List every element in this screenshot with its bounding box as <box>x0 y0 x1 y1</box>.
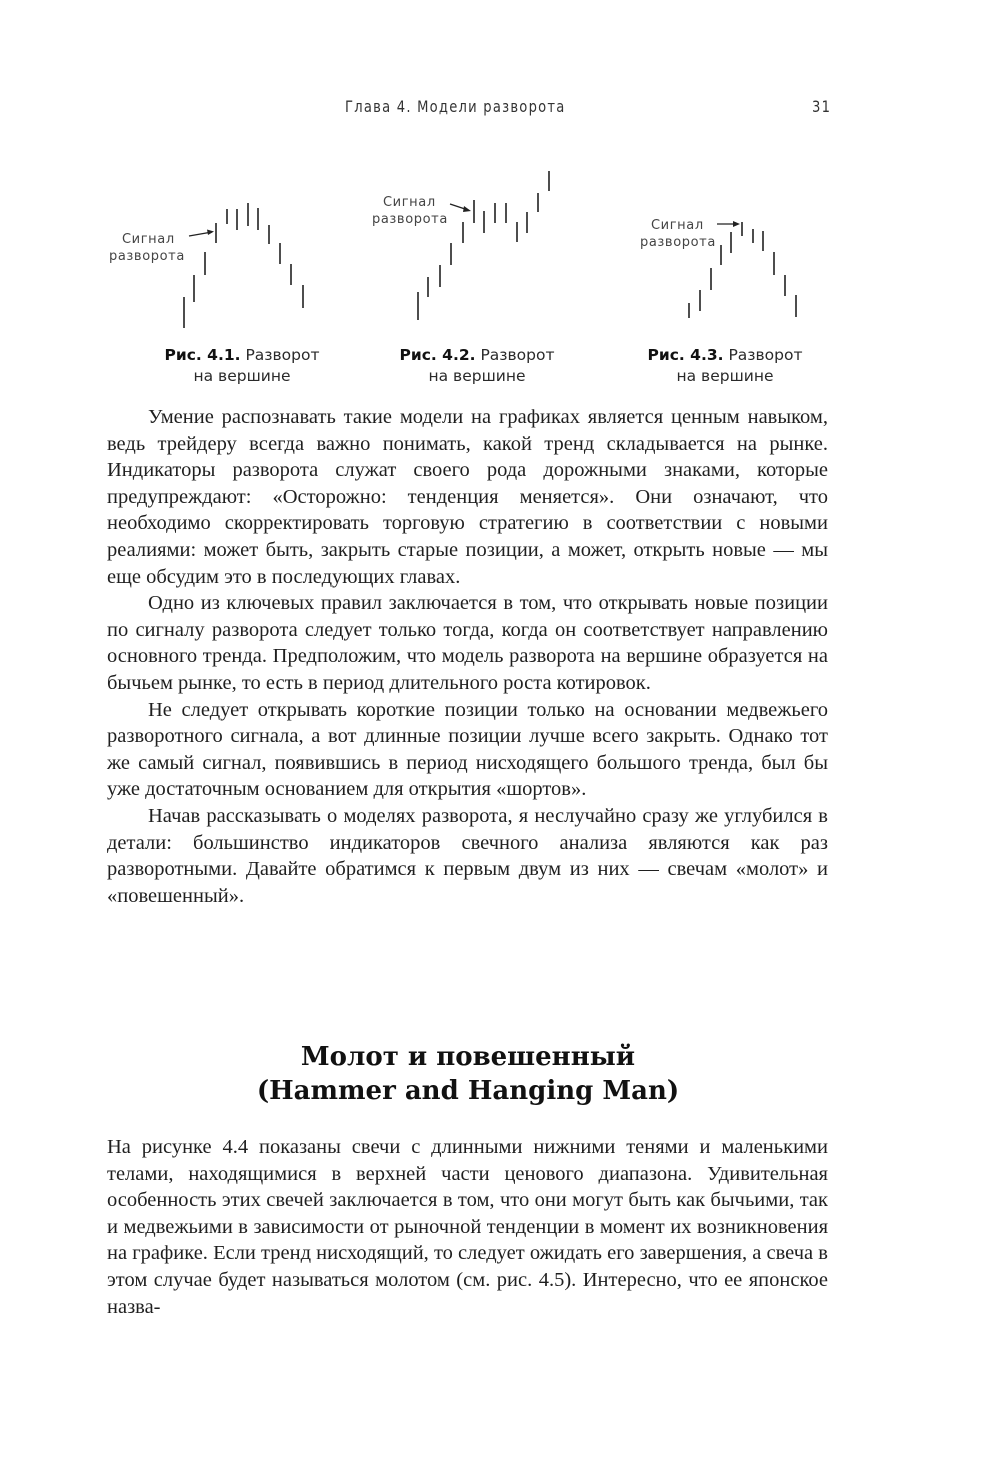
caption-text: на вершине <box>676 367 774 385</box>
reversal-figures <box>0 160 1000 340</box>
figure-caption-4-1 <box>122 345 362 387</box>
arrowhead-icon <box>207 230 214 236</box>
annotation-line2: разворота <box>640 235 716 250</box>
running-head <box>0 95 1000 125</box>
caption-text: на вершине <box>428 367 526 385</box>
caption-text: Разворот <box>245 346 320 364</box>
annotation-line2: разворота <box>109 249 185 264</box>
fig-4-3-annotation <box>640 218 740 250</box>
paragraph: Умение распознавать такие модели на графиках является ценным навыком, ведь трейдеру всегда важно понимать, какой тренд складывается на рынке. Индикаторы разворота служат своего рода дорожными знаками, которые предупреждают: «Осторожно: тенденция меняется». Они означают, что необходимо скорректировать торговую стратегию в соответствии с новыми реалиями: может быть, закрыть старые позиции, а может, открыть новые — мы еще обсудим это в последующих главах. <box>107 406 828 588</box>
caption-text: Разворот <box>480 346 555 364</box>
figure-label: Рис. 4.2. <box>399 346 476 364</box>
section-heading <box>0 1040 936 1108</box>
figure-caption-4-3 <box>605 345 845 387</box>
caption-text: на вершине <box>193 367 291 385</box>
fig-4-1-annotation <box>109 230 214 265</box>
section-body <box>107 1134 828 1320</box>
figure-caption-4-2 <box>357 345 597 387</box>
annotation-line1: Сигнал <box>651 218 704 233</box>
fig-4-2-annotation <box>372 195 471 227</box>
body-text <box>107 404 828 909</box>
annotation-line2: разворота <box>372 212 448 227</box>
arrowhead-icon <box>463 206 471 212</box>
page-number: 31 <box>812 97 832 116</box>
chapter-title: Глава 4. Модели разворота <box>345 97 566 116</box>
paragraph: Одно из ключевых правил заключается в том, что открывать новые позиции по сигналу разворота следует только тогда, когда он соответствует направлению основного тренда. Предположим, что модель разворота на вершине образуется на бычьем рынке, то есть в период длительного роста котировок. <box>107 592 828 694</box>
heading-line-ru: Молот и повешенный <box>300 1042 636 1072</box>
heading-line-en: (Hammer and Hanging Man) <box>256 1076 680 1106</box>
paragraph: Начав рассказывать о моделях разворота, я неслучайно сразу же углубился в детали: большинство индикаторов свечного анализа являются как раз разворотными. Давайте обратимся к первым двум из них — свечам «молот» и «повешенный». <box>107 804 828 907</box>
arrowhead-icon <box>733 221 740 227</box>
annotation-line1: Сигнал <box>122 232 175 247</box>
annotation-line1: Сигнал <box>383 195 436 210</box>
figure-label: Рис. 4.1. <box>164 346 241 364</box>
paragraph: На рисунке 4.4 показаны свечи с длинными нижними тенями и маленькими телами, находящимися в верхней части ценового диапазона. Удивительная особенность этих свечей заключается в том, что они могут быть как бычьими, так и медвежьими в зависимости от рыночной тенденции в момент их возникновения на графике. Если тренд нисходящий, то следует ожидать его завершения, а свеча в этом случае будет называться молотом (см. рис. 4.5). Интересно, что ее японское назва- <box>107 1136 828 1318</box>
paragraph: Не следует открывать короткие позиции только на основании медвежьего разворотного сигнала, а вот длинные позиции лучше всего закрыть. Однако тот же самый сигнал, появившись в период нисходящего большого тренда, был бы уже достаточным основанием для открытия «шортов». <box>107 698 828 801</box>
caption-text: Разворот <box>728 346 803 364</box>
figure-label: Рис. 4.3. <box>647 346 724 364</box>
